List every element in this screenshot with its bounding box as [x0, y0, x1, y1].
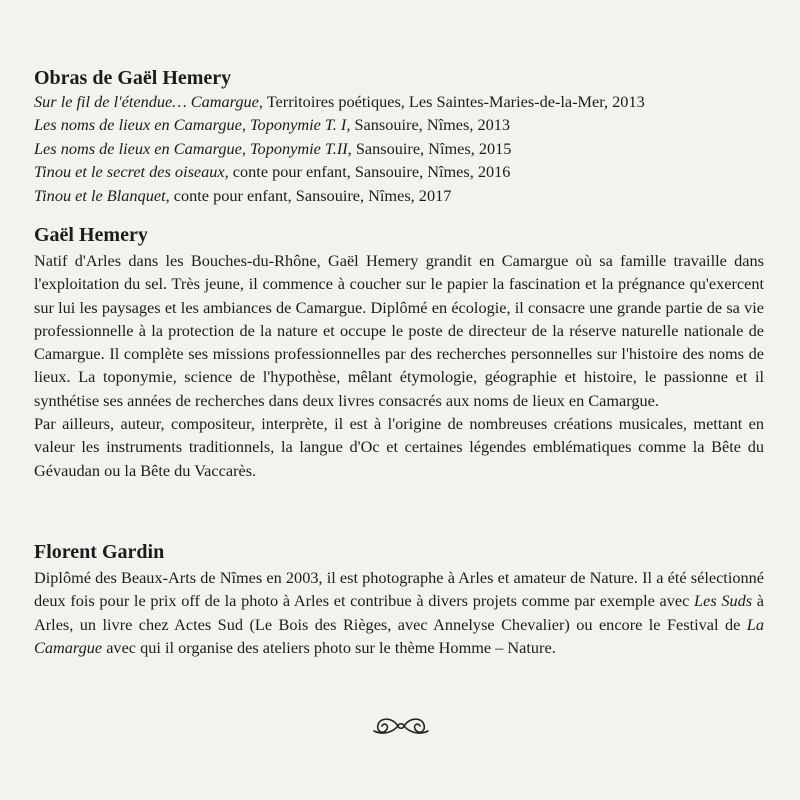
works-heading: Obras de Gaël Hemery: [34, 67, 232, 89]
florent-bio-text: à Arles, un livre chez Actes Sud (Le Bois des Rièges, avec Annelyse Chevalier) ou encore le Festival de: [34, 591, 764, 634]
gael-bio: [34, 249, 764, 482]
florent-heading: Florent Gardin: [34, 541, 165, 563]
florent-bio-text: Diplômé des Beaux-Arts de Nîmes en 2003, il est photographe à Arles et amateur de Nature. Il a été sélectionné deux fois pour le prix off de la photo à Arles et contribue à divers projets comme par exemple avec: [34, 568, 764, 611]
work-title: Tinou et le Blanquet,: [34, 185, 170, 205]
work-details: conte pour enfant, Sansouire, Nîmes, 2016: [228, 162, 511, 182]
list-item: [34, 160, 774, 183]
list-item: [34, 113, 774, 136]
work-details: , Territoires poétiques, Les Saintes-Maries-de-la-Mer, 2013: [258, 92, 645, 111]
list-item: [34, 137, 774, 160]
florent-bio-italic: Les Suds: [694, 591, 753, 611]
gael-heading: Gaël Hemery: [34, 224, 148, 246]
work-details: Sansouire, Nîmes, 2013: [350, 115, 511, 135]
florent-bio-italic: La Camargue: [34, 614, 764, 657]
work-title: Les noms de lieux en Camargue, Toponymie T.II,: [34, 138, 352, 158]
florent-bio-text: avec qui il organise des ateliers photo sur le thème Homme – Nature.: [102, 637, 556, 657]
works-list: [34, 90, 774, 207]
work-title: Les noms de lieux en Camargue, Toponymie T. I,: [34, 115, 351, 135]
gael-bio-paragraph: Natif d'Arles dans les Bouches-du-Rhône, Gaël Hemery grandit en Camargue où sa famille travaille dans l'exploitation du sel. Très jeune, il commence à coucher sur le papier la fascination et la prégnance qu'exercent sur lui les paysages et les ambiances de Camargue. Diplômé en écologie, il consacre une grande partie de sa vie professionnelle à la protection de la nature et occupe le poste de directeur de la réserve naturelle nationale de Camargue. Il complète ses missions professionnelles par des recherches personnelles sur l'histoire des noms de lieux. La toponymie, science de l'hypothèse, mêlant étymologie, géographie et histoire, le passionne et il synthétise ses années de recherches dans deux livres consacrés aux noms de lieux en Camargue.: [34, 251, 764, 410]
florent-bio: [34, 566, 764, 659]
list-item: [34, 90, 774, 113]
scroll-ornament-icon: [368, 713, 434, 739]
work-details: Sansouire, Nîmes, 2015: [351, 138, 512, 158]
work-title: Tinou et le secret des oiseaux,: [34, 162, 229, 182]
work-title: Sur le fil de l'étendue… Camargue: [34, 92, 259, 111]
list-item: [34, 184, 774, 207]
florent-bio-paragraph: [34, 566, 764, 659]
work-details: conte pour enfant, Sansouire, Nîmes, 2017: [169, 185, 452, 205]
gael-bio-paragraph: Par ailleurs, auteur, compositeur, interprète, il est à l'origine de nombreuses créations musicales, mettant en valeur les instruments traditionnels, la langue d'Oc et certaines légendes emblématiques comme la Bête du Gévaudan ou la Bête du Vaccarès.: [34, 414, 764, 480]
